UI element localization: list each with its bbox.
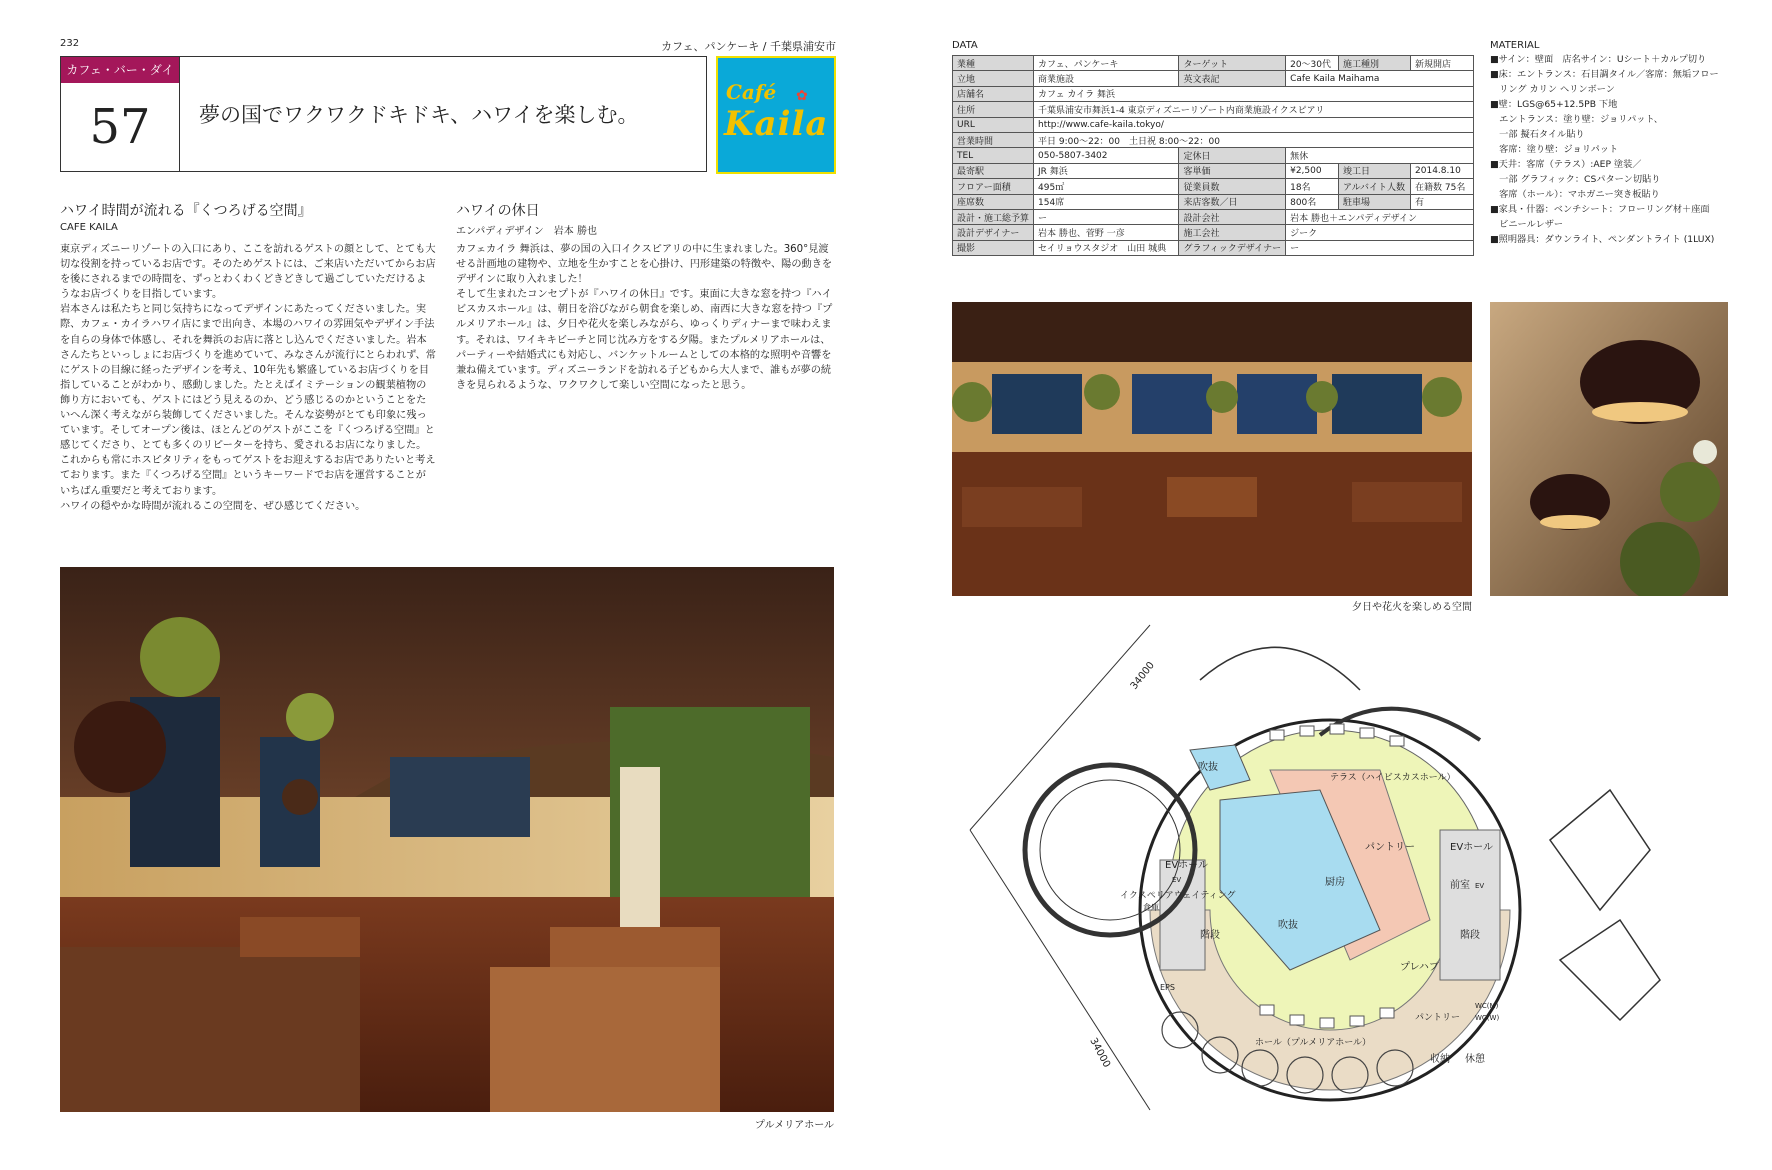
plan-label: EVホール bbox=[1450, 842, 1493, 853]
plan-label: ホール（プルメリアホール） bbox=[1255, 1038, 1372, 1048]
data-table bbox=[952, 55, 1474, 256]
table-cell: 定休日 bbox=[1179, 148, 1286, 163]
paragraph: カフェカイラ 舞浜は、夢の国の入口イクスピアリの中に生まれました。360°見渡せる計画地の建物や、立地を生かすことを心掛け、円形建築の特徴や、陽の動きをデザインに取り入れました！ bbox=[456, 244, 833, 286]
plan-label: 吹抜 bbox=[1278, 920, 1298, 931]
table-row bbox=[953, 148, 1474, 163]
table-row bbox=[953, 71, 1474, 86]
table-cell: URL bbox=[953, 117, 1034, 132]
table-row bbox=[953, 56, 1474, 71]
table-cell: カフェ カイラ 舞浜 bbox=[1034, 86, 1474, 101]
material-list bbox=[1490, 52, 1730, 247]
plan-label: EPS bbox=[1160, 983, 1175, 992]
table-row bbox=[953, 132, 1474, 147]
headline: 夢の国でワクワクドキドキ、ハワイを楽しむ。 bbox=[199, 103, 639, 127]
table-cell: ¥2,500 bbox=[1286, 163, 1339, 178]
material-label: MATERIAL bbox=[1490, 40, 1540, 51]
plan-label: 休憩 bbox=[1465, 1054, 1485, 1065]
table-cell: 設計デザイナー bbox=[953, 225, 1034, 240]
table-cell: 千葉県浦安市舞浜1-4 東京ディズニーリゾート内商業施設イクスピアリ bbox=[1034, 102, 1474, 117]
table-cell: 154席 bbox=[1034, 194, 1179, 209]
right-article-heading: ハワイの休日 bbox=[456, 203, 540, 219]
material-line: ビニールレザー bbox=[1490, 219, 1564, 230]
right-article-body bbox=[456, 242, 834, 393]
table-row bbox=[953, 102, 1474, 117]
floor-plan bbox=[960, 620, 1680, 1120]
plan-label: 吹抜 bbox=[1198, 762, 1218, 773]
table-cell: 従業員数 bbox=[1179, 179, 1286, 194]
plan-label: テラス（ハイビスカスホール） bbox=[1330, 773, 1456, 783]
plan-label: 階段 bbox=[1200, 930, 1220, 941]
paragraph: そして生まれたコンセプトが『ハワイの休日』です。東面に大きな窓を持つ『ハイビスカスホール』は、朝日を浴びながら朝食を楽しめ、南西に大きな窓を持つ『プルメリアホール』は、夕日や花火を楽しみながら、ゆっくりディナーまで味わえます。それは、ワイキキビーチと同じ沈み方をする夕陽。またプルメリアホールは、パーティーや結婚式にも対応し、バンケットルームとしての本格的な照明や音響を兼ね備えています。ディズニーランドを訪れる子どもから大人まで、誰もが夢の続きを見られるような、ワクワクして楽しい空間になったと思う。 bbox=[456, 289, 833, 391]
table-cell: 設計会社 bbox=[1179, 209, 1286, 224]
plan-label: WC(W) bbox=[1475, 1014, 1500, 1022]
table-cell: グラフィックデザイナー bbox=[1179, 240, 1286, 255]
pendant-lamp-photo bbox=[1490, 302, 1728, 596]
dining-room-photo bbox=[952, 302, 1472, 596]
table-cell: 店舗名 bbox=[953, 86, 1034, 101]
plan-label: 収納 bbox=[1430, 1054, 1450, 1065]
plan-dim-bottom: 34000 bbox=[1087, 1036, 1112, 1070]
table-cell: ー bbox=[1034, 209, 1179, 224]
table-cell: 新規開店 bbox=[1411, 56, 1474, 71]
material-line: ■壁：LGS@65+12.5PB 下地 bbox=[1490, 99, 1618, 110]
cafe-kaila-logo bbox=[716, 56, 836, 174]
main-interior-photo bbox=[60, 567, 834, 1112]
category-breadcrumb: カフェ、パンケーキ / 千葉県浦安市 bbox=[661, 40, 836, 53]
plan-label: EVホール bbox=[1165, 860, 1208, 871]
plan-dim-top: 34000 bbox=[1128, 660, 1157, 692]
table-cell: ターゲット bbox=[1179, 56, 1286, 71]
table-cell: 平日 9:00～22：00 土日祝 8:00～22：00 bbox=[1034, 132, 1474, 147]
plan-label: パントリー bbox=[1365, 842, 1415, 853]
table-cell: 撮影 bbox=[953, 240, 1034, 255]
material-line: リング カリン ヘリンボーン bbox=[1490, 84, 1615, 95]
plan-label: イクスペリアウェイティング bbox=[1120, 891, 1236, 901]
left-article-body bbox=[60, 242, 436, 514]
table-cell: 最寄駅 bbox=[953, 163, 1034, 178]
paragraph: ハワイの穏やかな時間が流れるこの空間を、ぜひ感じてください。 bbox=[60, 500, 366, 512]
material-line: ■床：エントランス：石目調タイル／客席：無垢フロー bbox=[1490, 69, 1719, 80]
table-cell: 駐車場 bbox=[1339, 194, 1411, 209]
material-line: 一部 擬石タイル貼り bbox=[1490, 129, 1585, 140]
table-row bbox=[953, 209, 1474, 224]
material-line: ■照明器具：ダウンライト、ペンダントライト (1LUX) bbox=[1490, 234, 1715, 245]
table-cell: http://www.cafe-kaila.tokyo/ bbox=[1034, 117, 1474, 132]
table-cell: 18名 bbox=[1286, 179, 1339, 194]
table-cell: 立地 bbox=[953, 71, 1034, 86]
plan-label: EV bbox=[1172, 876, 1182, 884]
paragraph: これからも常にホスピタリティをもってゲストをお迎えするお店でありたいと考えております。また『くつろげる空間』というキーワードでお店を運営することがいちばん重要だと考えております。 bbox=[60, 455, 436, 497]
plan-label: 階段 bbox=[1460, 930, 1480, 941]
table-cell: ジーク bbox=[1286, 225, 1474, 240]
material-line: ■サイン：壁面 店名サイン：Uシート＋カルプ切り bbox=[1490, 54, 1707, 65]
table-cell: 営業時間 bbox=[953, 132, 1034, 147]
paragraph: 岩本さんは私たちと同じ気持ちになってデザインにあたってくださいました。実際、カフェ・カイラハワイ店にまで出向き、本場のハワイの雰囲気やデザイン手法を自らの身体で体感し、それを舞浜のお店に落とし込んでくださいました。岩本さんたちといっしょにお店づくりを進めていて、みなさんが流行にとらわれず、常にゲストの目線に経ったデザインを考え、10年先も繁盛しているお店づくりを目指していることがわかり、感動しました。たとえばイミテーションの観葉植物の飾り方においても、ゲストにはどう見えるのか、どう感じるのかということをたいへん深く考えながら装飾してくださいました。そんな姿勢がとても印象に残っています。そしてオープン後は、ほとんどのゲストがここを『くつろげる空間』と感じてくださり、とても多くのリピーターを持ち、愛されるお店になりました。 bbox=[60, 304, 436, 452]
paragraph: 東京ディズニーリゾートの入口にあり、ここを訪れるゲストの顔として、とても大切な役割を持っているお店です。そのためゲストには、ご来店いただいてからお店を後にされるまでの時間を、ずっとわくわくどきどきして過ごしていただけるようなお店づくりを目指しています。 bbox=[60, 244, 436, 301]
table-cell: 竣工日 bbox=[1339, 163, 1411, 178]
logo-line1: Café bbox=[726, 80, 777, 104]
data-label: DATA bbox=[952, 40, 978, 51]
table-row bbox=[953, 240, 1474, 255]
table-cell: Cafe Kaila Maihama bbox=[1286, 71, 1474, 86]
table-cell: 800名 bbox=[1286, 194, 1339, 209]
plan-label: 前室 bbox=[1450, 880, 1470, 891]
material-line: ■天井：客席（テラス）:AEP 塗装／ bbox=[1490, 159, 1642, 170]
table-cell: 住所 bbox=[953, 102, 1034, 117]
plan-label: パントリー bbox=[1415, 1013, 1461, 1023]
table-cell: 座席数 bbox=[953, 194, 1034, 209]
plan-label: 倉庫 bbox=[1143, 903, 1159, 912]
material-line: 一部 グラフィック：CSパターン切貼り bbox=[1490, 174, 1661, 185]
table-cell: TEL bbox=[953, 148, 1034, 163]
dining-photo-caption: 夕日や花火を楽しめる空間 bbox=[1352, 602, 1472, 613]
logo-line2: Kaila bbox=[724, 104, 829, 144]
table-cell: 050-5807-3402 bbox=[1034, 148, 1179, 163]
table-cell: 英文表記 bbox=[1179, 71, 1286, 86]
table-cell: 無休 bbox=[1286, 148, 1474, 163]
page-number: 232 bbox=[60, 38, 80, 49]
right-article-subtitle: エンパディデザイン 岩本 勝也 bbox=[456, 226, 597, 237]
table-row bbox=[953, 86, 1474, 101]
table-cell: ー bbox=[1286, 240, 1474, 255]
table-row bbox=[953, 225, 1474, 240]
table-cell: 客単価 bbox=[1179, 163, 1286, 178]
table-cell: アルバイト人数 bbox=[1339, 179, 1411, 194]
table-cell: 業種 bbox=[953, 56, 1034, 71]
material-line: 客席（ホール）：マホガニー突き板貼り bbox=[1490, 189, 1660, 200]
table-cell: 495㎡ bbox=[1034, 179, 1179, 194]
plan-label: EV bbox=[1475, 882, 1485, 890]
table-cell: 施工会社 bbox=[1179, 225, 1286, 240]
table-cell: 設計・施工総予算 bbox=[953, 209, 1034, 224]
entry-header bbox=[60, 56, 707, 172]
plan-label: プレハブ bbox=[1400, 962, 1439, 973]
material-line: エントランス：塗り壁：ジョリパット、 bbox=[1490, 114, 1663, 125]
material-line: ■家具・什器：ベンチシート：フローリング材＋座面 bbox=[1490, 204, 1710, 215]
left-article-subtitle: CAFE KAILA bbox=[60, 222, 118, 233]
table-cell: 商業施設 bbox=[1034, 71, 1179, 86]
table-cell: セイリョウスタジオ 山田 城典 bbox=[1034, 240, 1179, 255]
table-cell: 岩本 勝也、菅野 一彦 bbox=[1034, 225, 1179, 240]
table-cell: カフェ、パンケーキ bbox=[1034, 56, 1179, 71]
table-cell: 来店客数／日 bbox=[1179, 194, 1286, 209]
table-cell: JR 舞浜 bbox=[1034, 163, 1179, 178]
table-cell: 岩本 勝也＋エンパディデザイン bbox=[1286, 209, 1474, 224]
table-cell: 2014.8.10 bbox=[1411, 163, 1474, 178]
table-row bbox=[953, 117, 1474, 132]
table-cell: 20～30代 bbox=[1286, 56, 1339, 71]
table-cell: 有 bbox=[1411, 194, 1474, 209]
material-line: 客席：塗り壁：ジョリパット bbox=[1490, 144, 1619, 155]
table-row bbox=[953, 163, 1474, 178]
table-cell: 在籍数 75名 bbox=[1411, 179, 1474, 194]
plan-label: 厨房 bbox=[1325, 877, 1345, 888]
left-article-heading: ハワイ時間が流れる『くつろげる空間』 bbox=[60, 203, 312, 219]
entry-number: 57 bbox=[89, 99, 151, 155]
table-row bbox=[953, 194, 1474, 209]
table-cell: フロアー面積 bbox=[953, 179, 1034, 194]
plan-label: WC(M) bbox=[1475, 1002, 1499, 1010]
table-row bbox=[953, 179, 1474, 194]
category-tag: カフェ・バー・ダイニング bbox=[61, 57, 179, 83]
header-divider bbox=[179, 57, 180, 171]
table-cell: 施工種別 bbox=[1339, 56, 1411, 71]
main-photo-caption: プルメリアホール bbox=[754, 1120, 834, 1131]
flower-icon: ✿ bbox=[796, 88, 808, 104]
